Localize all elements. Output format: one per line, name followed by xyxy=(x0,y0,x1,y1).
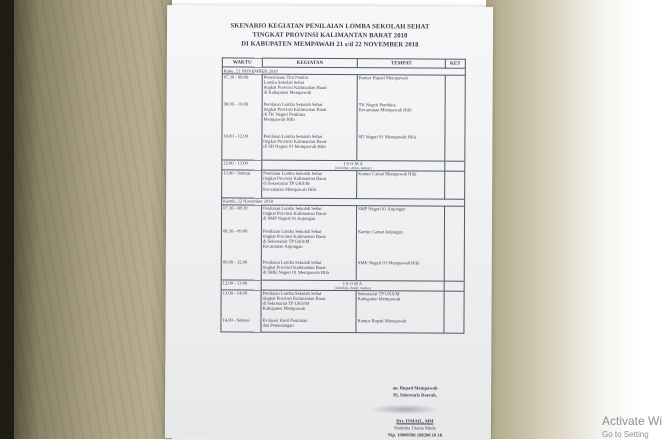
wooden-background-right xyxy=(486,0,668,439)
place-line: SD Negeri 01 Mempawah Hilir xyxy=(358,133,417,140)
place-line: Kecamatan Mempawah Hilir xyxy=(358,107,412,113)
place-line: SMP Negeri 01 Anjongan xyxy=(358,205,406,212)
activity-line: tingkat Provinsi Kalimantan Barat xyxy=(263,138,327,144)
activity-line: Kecamatan Anjongan xyxy=(262,243,303,250)
signature-mark xyxy=(370,404,440,414)
isoma-subtitle: (istirahat, sholat, makan) xyxy=(334,165,372,171)
time-cell: 08.30 - 09.00 xyxy=(221,228,261,259)
activity-line: tingkat Provinsi Kalimantan Barat xyxy=(263,175,327,182)
dark-edge xyxy=(0,0,14,439)
place-cell xyxy=(356,290,444,318)
activity-line: Kecamatan Mempawah Hilir xyxy=(263,186,317,192)
note-cell xyxy=(444,229,464,260)
place-line: Kantor Camat Mempawah Hilir xyxy=(358,171,417,177)
place-line: Kantor Bupati Mempawah xyxy=(357,317,407,324)
activity-line: tingkat Provinsi Kalimantan Barat xyxy=(263,210,326,216)
header-place: TEMPAT xyxy=(357,59,445,68)
time-cell: 10.00 - 12.00 xyxy=(222,133,262,160)
header-time: WAKTU xyxy=(222,58,262,67)
header-note: KET xyxy=(445,59,465,68)
place-cell xyxy=(357,74,445,102)
activity-cell xyxy=(261,205,356,229)
signature-name: Drs. ISMAIL, MM xyxy=(396,418,434,424)
note-cell xyxy=(445,102,465,134)
isoma-label: I S O M A xyxy=(343,280,363,286)
activity-line: Penilaian Lomba Sekolah Sehat xyxy=(262,228,322,234)
activity-line: Penerimaan Tim Penilai xyxy=(263,74,308,80)
place-cell xyxy=(356,205,444,229)
activity-line: Penilaian Lomba Sekolah Sehat xyxy=(263,101,323,107)
place-line: TK Negeri Pembina xyxy=(358,101,396,108)
activity-line: Lomba Sekolah Sehat xyxy=(263,79,305,85)
time-cell: 09.00 - 12.00 xyxy=(221,259,261,280)
time-cell: 12.00 - 13.00 xyxy=(221,280,261,290)
windows-activation-watermark xyxy=(602,414,662,439)
note-cell xyxy=(445,171,465,199)
table-row xyxy=(221,317,464,333)
activity-line: Penilaian Lomba Sekolah Sehat xyxy=(262,290,322,296)
activity-line: dan Pemenangan xyxy=(262,322,294,328)
table-row xyxy=(221,290,464,319)
place-cell xyxy=(356,229,444,260)
activity-line: di Sekretariat TP UKS/M xyxy=(263,180,310,187)
document-title-line-1: SKENARIO KEGIATAN PENILAIAN LOMBA SEKOLAH SEHAT xyxy=(230,22,430,31)
wooden-background-left xyxy=(0,0,172,439)
isoma-subtitle: (istirahat, sholat, makan) xyxy=(334,285,371,291)
note-cell xyxy=(444,291,464,319)
time-cell: 13.00 - Selesai xyxy=(222,170,262,198)
activity-cell xyxy=(261,259,356,280)
note-cell xyxy=(445,161,465,171)
watermark-line-1: Activate Wi xyxy=(602,414,663,428)
activity-line: di SD Negeri 01 Mempawah Hilir xyxy=(263,143,327,150)
place-cell xyxy=(357,134,445,161)
activity-line: di Sekretariat TP UKS/M xyxy=(262,238,310,244)
activity-line: tingkat Provinsi Kalimantan Barat xyxy=(262,295,326,301)
activity-cell xyxy=(261,317,356,332)
signature-rank: Pembina Utama Muda xyxy=(394,425,436,431)
signature-on-behalf: an. Bupati Mempawah xyxy=(392,385,438,391)
header-activity: KEGIATAN xyxy=(262,58,357,67)
table-row xyxy=(222,101,465,134)
activity-line: tingkat Provinsi Kalimantan Barat xyxy=(263,84,327,91)
time-cell: 07.30 - 08.00 xyxy=(222,74,262,102)
activity-cell xyxy=(261,290,356,318)
note-cell xyxy=(444,281,464,291)
time-cell: 12.00 - 13.00 xyxy=(222,160,262,170)
activity-line: Penilaian Lomba Sekolah Sehat xyxy=(262,259,322,265)
activity-line: Mempawah Hilir xyxy=(263,116,296,123)
place-line: SMK Negeri 01 Mempawah Hilir xyxy=(357,259,420,266)
table-row xyxy=(222,133,465,161)
note-cell xyxy=(445,75,465,103)
day-label: Kamis, 22 November 2018 xyxy=(222,198,465,206)
activity-line: tingkat Provinsi Kalimantan Barat xyxy=(262,233,326,239)
schedule-document xyxy=(165,5,493,440)
document-title-line-3: DI KABUPATEN MEMPAWAH 21 s/d 22 NOVEMBER 2018 xyxy=(241,40,419,49)
place-cell xyxy=(356,318,444,333)
place-line: Kabupaten Mempawah xyxy=(357,296,401,302)
table-row xyxy=(221,228,464,260)
time-cell: 07.30 - 08.30 xyxy=(221,205,261,229)
activity-cell xyxy=(262,101,357,133)
activity-line: Kabupaten Mempawah xyxy=(262,306,306,312)
document-title-line-2: TINGKAT PROVINSI KALIMANTAN BARAT 2018 xyxy=(252,31,408,40)
day-label: Rabu, 21 NOVEMBER 2018 xyxy=(222,67,465,75)
activity-line: tingkat Provinsi Kalimantan Barat xyxy=(263,106,327,112)
activity-line: Penilaian Lomba Sekolah Sehat xyxy=(263,205,322,211)
activity-cell xyxy=(262,170,357,198)
activity-line: di Sekretariat TP UKS/M xyxy=(262,300,310,307)
activity-line: Evaluasi Hasil Penilaian xyxy=(262,317,308,323)
place-cell xyxy=(357,171,445,199)
time-cell: 14.00 - Selesai xyxy=(221,317,261,332)
time-cell: 13.00 - 14.00 xyxy=(221,290,261,318)
place-line: Kantor Camat Anjongan xyxy=(357,228,403,234)
activity-line: tingkat Provinsi Kalimantan Barat xyxy=(262,264,326,270)
watermark-line-2: Go to Setting xyxy=(602,430,649,439)
place-cell xyxy=(356,260,444,281)
activity-cell xyxy=(262,74,357,102)
time-cell: 08.00 - 10.00 xyxy=(222,101,262,133)
place-cell xyxy=(357,102,445,134)
activity-cell xyxy=(262,133,357,160)
activity-line: di SMP Negeri 01 Anjongan xyxy=(263,215,316,221)
table-row xyxy=(221,259,464,281)
place-line: Kantor Bupati Mempawah xyxy=(358,74,408,81)
activity-line: di Kabupaten Mempawah xyxy=(263,89,312,96)
note-cell xyxy=(444,318,464,333)
activity-line: di TK Negeri Pembina xyxy=(263,111,306,117)
schedule-table xyxy=(220,57,465,333)
isoma-label: I S O M A xyxy=(343,160,363,166)
activity-cell xyxy=(261,228,356,259)
table-row xyxy=(222,74,465,103)
activity-line: Penilaian Lomba Sekolah Sehat xyxy=(263,170,322,176)
place-line: Sekretariat TP UKS/M xyxy=(357,290,400,297)
note-cell xyxy=(444,260,464,281)
activity-line: Penilaian Lomba Sekolah Sehat xyxy=(263,133,323,139)
note-cell xyxy=(445,134,465,161)
note-cell xyxy=(444,206,464,230)
signature-position: Pj. Sekretaris Daerah, xyxy=(393,392,437,398)
activity-line: di SMK Negeri 01 Mempawah Hilir xyxy=(262,269,330,276)
signature-nip: Nip. 19600508 198208 10 18 xyxy=(387,432,443,438)
table-row xyxy=(222,170,465,199)
table-row xyxy=(221,205,464,230)
